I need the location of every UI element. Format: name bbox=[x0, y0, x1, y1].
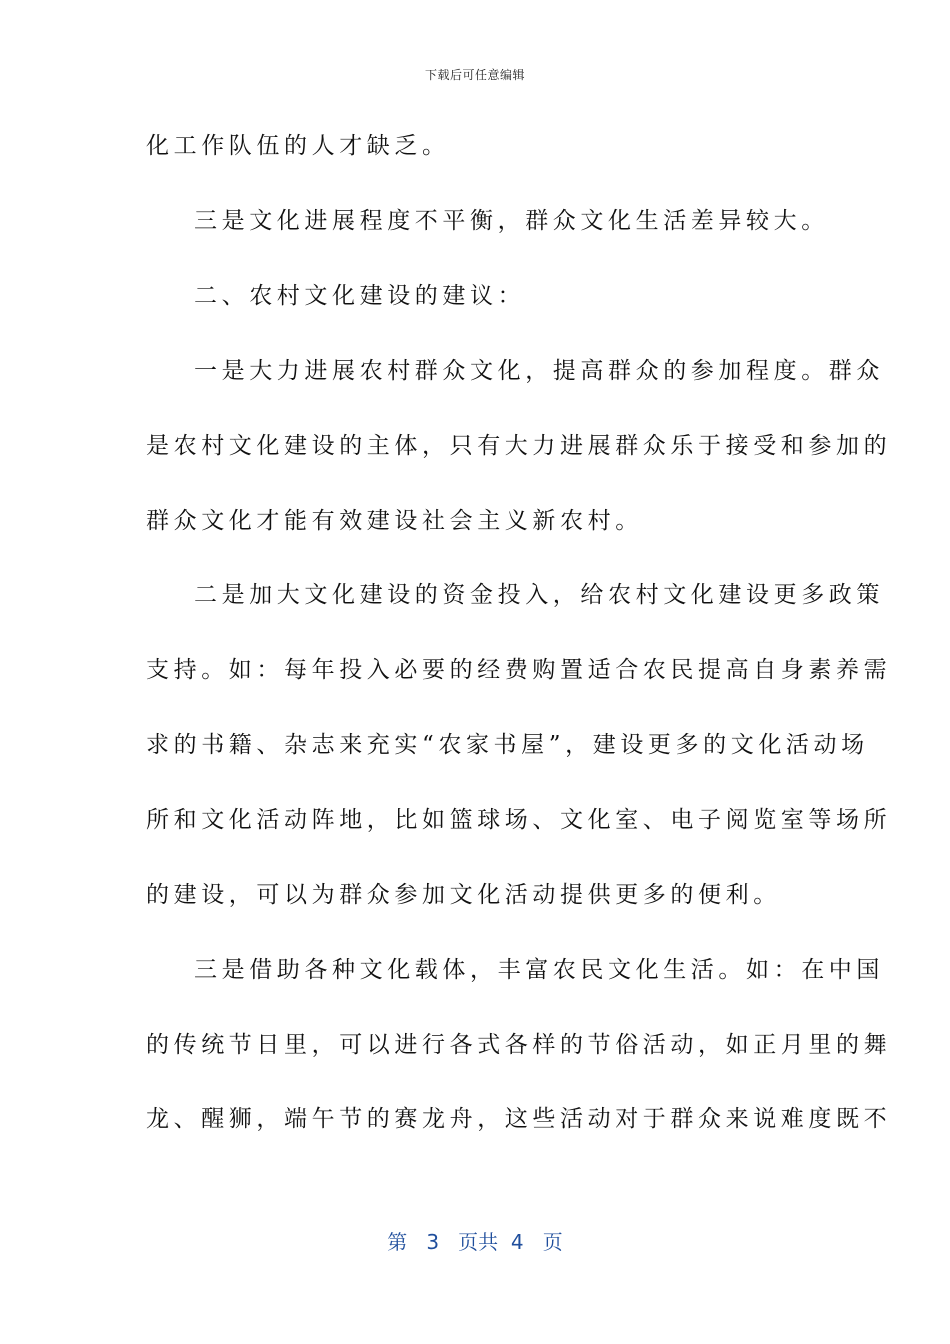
body-line-14: 龙、醒狮，端午节的赛龙舟，这些活动对于群众来说难度既不 bbox=[146, 1106, 892, 1132]
header-note: 下载后可任意编辑 bbox=[424, 68, 525, 82]
page-middle: 页共 bbox=[458, 1230, 499, 1254]
body-line-2: 三是文化进展程度不平衡，群众文化生活差异较大。 bbox=[194, 208, 829, 234]
body-line-13: 的传统节日里，可以进行各式各样的节俗活动，如正月里的舞 bbox=[146, 1032, 892, 1058]
body-line-11: 的建设，可以为群众参加文化活动提供更多的便利。 bbox=[146, 882, 781, 908]
page-number-footer bbox=[0, 1226, 950, 1255]
body-line-6: 群众文化才能有效建设社会主义新农村。 bbox=[146, 508, 643, 534]
page-suffix: 页 bbox=[542, 1230, 563, 1254]
page-current: 3 bbox=[426, 1230, 440, 1254]
body-line-9: 求的书籍、杂志来充实“农家书屋”，建设更多的文化活动场 bbox=[146, 732, 869, 758]
body-line-8: 支持。如：每年投入必要的经费购置适合农民提高自身素养需 bbox=[146, 657, 892, 683]
body-line-5: 是农村文化建设的主体，只有大力进展群众乐于接受和参加的 bbox=[146, 433, 892, 459]
body-line-4: 一是大力进展农村群众文化，提高群众的参加程度。群众 bbox=[194, 358, 884, 384]
body-line-7: 二是加大文化建设的资金投入，给农村文化建设更多政策 bbox=[194, 582, 884, 608]
body-line-1: 化工作队伍的人才缺乏。 bbox=[146, 133, 450, 159]
page-prefix: 第 bbox=[387, 1230, 408, 1254]
body-line-3: 二、农村文化建设的建议： bbox=[194, 283, 526, 309]
body-line-10: 所和文化活动阵地，比如篮球场、文化室、电子阅览室等场所 bbox=[146, 807, 892, 833]
page-total: 4 bbox=[510, 1230, 524, 1254]
body-line-12: 三是借助各种文化载体，丰富农民文化生活。如：在中国 bbox=[194, 957, 884, 983]
